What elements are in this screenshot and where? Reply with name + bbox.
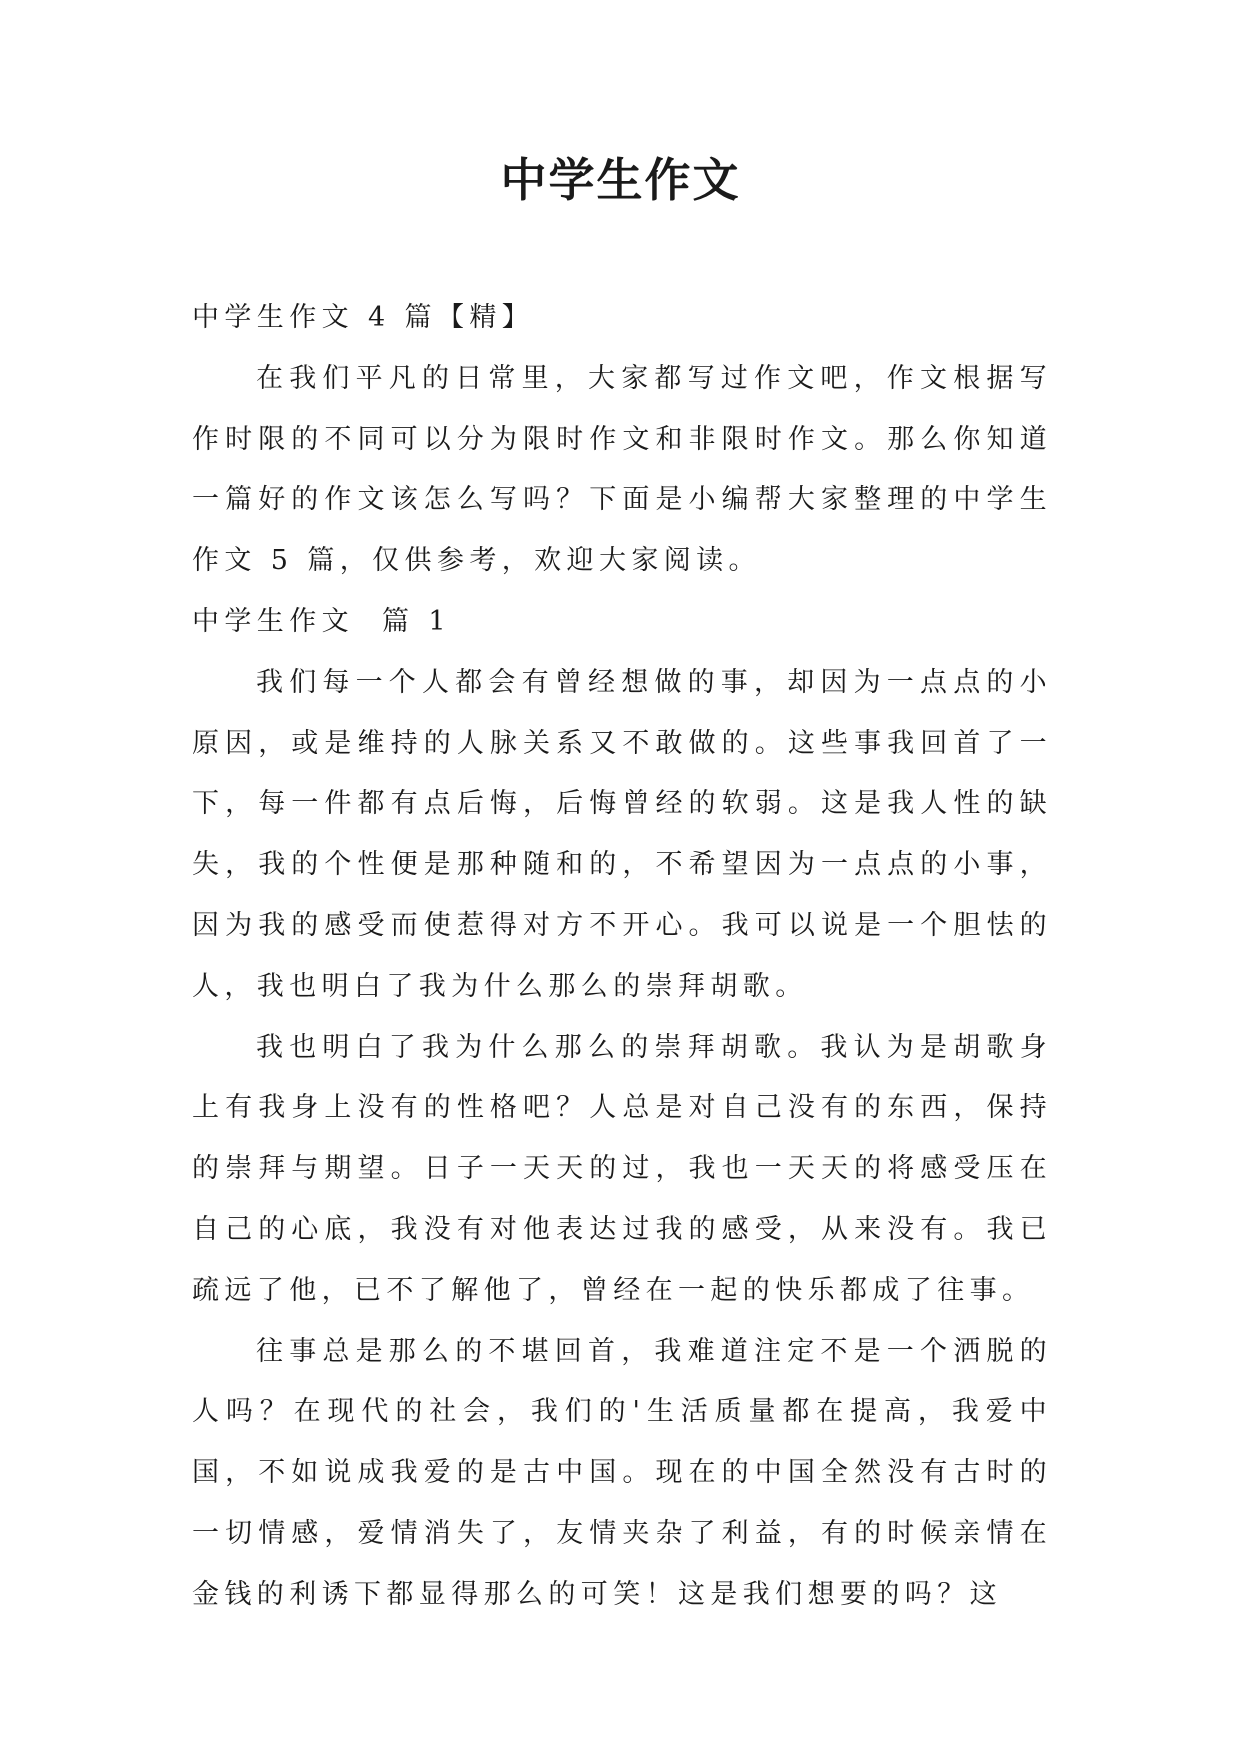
section-heading: 中学生作文 篇 1 [192,605,451,637]
document-title: 中学生作文 [500,153,741,207]
essay-paragraph: 我们每一个人都会有曾经想做的事，却因为一点点的小原因，或是维持的人脉关系又不敢做的。这些事我回首了一下，每一件都有点后悔，后悔曾经的软弱。这是我人性的缺失，我的个性便是那种随和的，不希望因为一点点的小事，因为我的感受而使惹得对方不开心。我可以说是一个胆怯的人，我也明白了我为什么那么的崇拜胡歌。 [192,666,1052,1002]
essay-paragraph: 往事总是那么的不堪回首，我难道注定不是一个洒脱的人吗？在现代的社会，我们的'生活质量都在提高，我爱中国，不如说成我爱的是古中国。现在的中国全然没有古时的一切情感，爱情消失了，友情夹杂了利益，有的时候亲情在金钱的利诱下都显得那么的可笑！这是我们想要的吗？这 [192,1335,1052,1610]
document-body [192,288,1052,1626]
document-subtitle: 中学生作文 4 篇【精】 [192,302,535,333]
intro-paragraph: 在我们平凡的日常里，大家都写过作文吧，作文根据写作时限的不同可以分为限时作文和非限时作文。那么你知道一篇好的作文该怎么写吗？下面是小编帮大家整理的中学生作文 5 篇，仅供参考，欢迎大家阅读。 [192,362,1052,577]
essay-paragraph: 我也明白了我为什么那么的崇拜胡歌。我认为是胡歌身上有我身上没有的性格吧？人总是对自己没有的东西，保持的崇拜与期望。日子一天天的过，我也一天天的将感受压在自己的心底，我没有对他表达过我的感受，从来没有。我已疏远了他，已不了解他了，曾经在一起的快乐都成了往事。 [192,1031,1052,1306]
